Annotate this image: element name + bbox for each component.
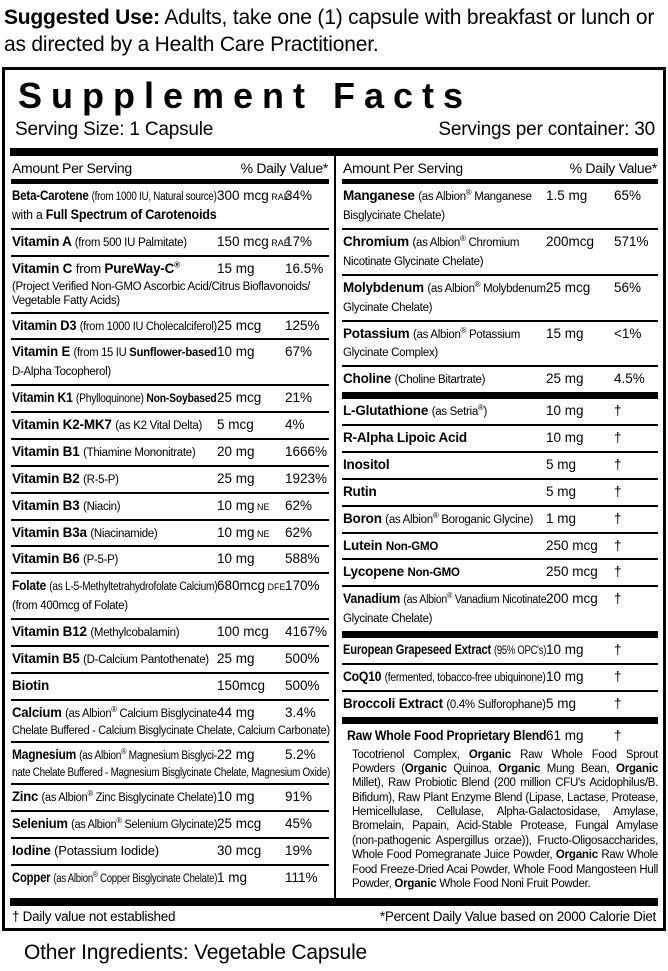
nutrient-row <box>342 478 658 505</box>
nutrient-amount: 44 mg <box>217 704 255 720</box>
nutrient-amount: 1.5 mg <box>546 188 588 204</box>
nutrient-daily-value: † <box>614 668 622 684</box>
nutrient-amount: 10 mg <box>546 642 584 658</box>
nutrient-daily-value: 500% <box>285 677 320 693</box>
nutrient-name: Iodine (Potassium Iodide) <box>12 842 159 858</box>
nutrient-amount: 15 mg <box>217 260 255 276</box>
nutrient-amount: 25 mg <box>217 470 255 486</box>
nutrient-row <box>11 618 329 645</box>
nutrient-daily-value: 4% <box>285 417 305 433</box>
nutrient-amount: 680mcg DFE <box>217 578 286 594</box>
servings-per-container: Servings per container: 30 <box>438 119 655 141</box>
nutrient-row <box>11 545 329 572</box>
nutrient-amount: 1 mg <box>546 510 577 526</box>
nutrient-name: Vitamin K2-MK7 (as K2 Vital Delta) <box>12 417 203 433</box>
nutrient-name: Boron (as Albion® Boroganic Glycine) <box>343 510 534 526</box>
nutrient-name: Vanadium (as Albion® Vanadium Nicotinate Glycinate Chelate) <box>343 591 547 626</box>
nutrient-row <box>342 451 658 478</box>
nutrient-row <box>342 228 658 274</box>
nutrient-amount: 10 mg <box>217 789 255 805</box>
section-divider-bar <box>342 631 658 638</box>
nutrient-row <box>342 558 658 585</box>
nutrient-amount: 25 mcg <box>217 317 262 333</box>
nutrient-amount: 20 mg <box>217 443 255 459</box>
nutrient-daily-value: 62% <box>285 497 313 513</box>
panel-title: Supplement Facts <box>18 75 473 117</box>
nutrient-daily-value: † <box>614 403 622 419</box>
nutrient-amount: 250 mcg <box>546 537 598 553</box>
nutrient-name: Vitamin A (from 500 IU Palmitate) <box>12 234 187 250</box>
nutrient-row <box>342 424 658 451</box>
nutrient-row <box>342 638 658 663</box>
nutrient-row <box>11 741 329 783</box>
nutrient-name: Rutin <box>343 483 377 499</box>
nutrient-row <box>342 532 658 559</box>
nutrient-row <box>11 572 329 618</box>
nutrient-daily-value: 588% <box>285 551 320 567</box>
nutrient-daily-value: 1666% <box>285 443 328 459</box>
nutrient-row <box>11 645 329 672</box>
nutrient-amount: 200mcg <box>546 234 595 250</box>
nutrient-amount: 22 mg <box>217 746 255 762</box>
nutrient-amount: 1 mg <box>217 869 248 885</box>
nutrient-name: Copper (as Albion® Copper Bisglycinate Chelate) <box>12 869 218 885</box>
nutrient-name: Magnesium (as Albion® Magnesium Bisglyci- <box>12 746 217 762</box>
nutrient-name: Vitamin B1 (Thiamine Mononitrate) <box>12 443 196 459</box>
nutrient-daily-value: 56% <box>614 279 642 295</box>
nutrient-name: Chromium (as Albion® Chromium Nicotinate Glycinate Chelate) <box>343 234 520 268</box>
nutrient-name: Vitamin B3 (Niacin) <box>12 497 121 513</box>
nutrient-daily-value: 3.4% <box>285 704 316 720</box>
nutrient-daily-value: 19% <box>285 842 313 858</box>
nutrient-row <box>11 837 329 864</box>
nutrient-name: L-Glutathione (as Setria®) <box>343 403 488 419</box>
nutrient-amount: 5 mg <box>546 483 577 499</box>
nutrient-row <box>11 519 329 546</box>
nutrient-row <box>342 663 658 690</box>
nutrient-row <box>342 690 658 717</box>
nutrient-daily-value: 16.5% <box>285 260 324 276</box>
nutrient-row <box>11 312 329 339</box>
nutrient-row <box>11 492 329 519</box>
nutrient-amount: 150 mcg RAE <box>217 234 290 250</box>
amount-per-serving-header: Amount Per Serving <box>12 160 132 177</box>
nutrient-name: Vitamin E (from 15 IU Sunflower-based D-Alpha Tocopherol) <box>12 344 217 379</box>
nutrient-amount: 61 mg <box>546 727 584 743</box>
nutrient-description: Tocotrienol Complex, Organic Raw Whole Food Sprout Powders (Organic Quinoa, Organic Mung Bean, Organic Millet), Raw Probiotic Blend (200 million CFU's Acidophilus/B. Bifidum), Raw Plant Enzyme Blend (Lipase, Lactase, Protease, Hemicellulase, Cellulase, Alpha-Galactosidase, Amylase, Bromelain, Papain, Acid-Stable Protease, Fungal Amylase (non-pathogenic Aspergillus orzae)), Fructo-Oligosaccharides, Whole Food Pomegranate Juice Powder, Organic Raw Whole Food Freeze-Dried Acai Powder, Whole Food Mangosteen Hull Powder, Organic Whole Food Noni Fruit Powder. <box>352 748 659 890</box>
nutrient-daily-value: 5.2% <box>285 746 316 762</box>
nutrient-row <box>11 338 329 384</box>
amount-per-serving-header: Amount Per Serving <box>343 160 463 177</box>
nutrient-name: Calcium (as Albion® Calcium Bisglycinate <box>12 704 217 720</box>
nutrient-name: Vitamin B6 (P-5-P) <box>12 551 119 567</box>
nutrient-row <box>342 399 658 424</box>
other-ingredients: Other Ingredients: Vegetable Capsule <box>24 941 368 965</box>
nutrient-name: Vitamin B2 (R-5-P) <box>12 470 119 486</box>
nutrient-name: Vitamin D3 (from 1000 IU Cholecalciferol) <box>12 317 217 333</box>
nutrient-name: European Grapeseed Extract (95% OPC's) <box>343 642 547 658</box>
nutrient-table-left <box>5 156 334 898</box>
nutrient-amount: 25 mg <box>217 650 255 666</box>
nutrient-daily-value: 500% <box>285 650 320 666</box>
nutrient-row <box>11 184 329 228</box>
nutrient-daily-value: 91% <box>285 789 313 805</box>
nutrient-daily-value: 4.5% <box>614 371 645 387</box>
nutrient-name: Broccoli Extract (0.4% Sulforophane) <box>343 695 546 711</box>
nutrient-amount: 25 mcg <box>546 279 591 295</box>
nutrient-row <box>342 505 658 532</box>
footnote-dagger: † Daily value not established <box>12 909 176 925</box>
nutrient-name: Folate (as L-5-Methyltetrahydrofolate Calcium) (from 400mcg of Folate) <box>12 578 218 613</box>
nutrient-row <box>342 585 658 631</box>
nutrient-columns <box>5 156 663 898</box>
nutrient-amount: 10 mg <box>546 430 584 446</box>
section-divider-bar <box>342 392 658 399</box>
nutrient-row <box>342 184 658 228</box>
nutrient-amount: 5 mcg <box>217 417 254 433</box>
section-divider-bar <box>342 717 658 724</box>
nutrient-row <box>11 864 329 891</box>
nutrient-amount: 200 mcg <box>546 591 598 607</box>
nutrient-amount: 10 mg <box>217 344 255 360</box>
nutrient-amount: 10 mg NE <box>217 524 270 540</box>
nutrient-table-right <box>334 156 663 898</box>
nutrient-name: Zinc (as Albion® Zinc Bisglycinate Chelate) <box>12 789 217 805</box>
footnote-percent: *Percent Daily Value based on 2000 Calorie Diet <box>379 909 656 925</box>
nutrient-daily-value: 170% <box>285 578 320 594</box>
nutrient-amount: 15 mg <box>546 325 584 341</box>
nutrient-name: Inositol <box>343 456 390 472</box>
nutrient-row <box>342 724 658 895</box>
header-divider-bar <box>10 148 658 156</box>
nutrient-row <box>11 255 329 312</box>
nutrient-row <box>11 438 329 465</box>
nutrient-daily-value: † <box>614 695 622 711</box>
daily-value-header: % Daily Value* <box>240 160 328 177</box>
nutrient-row <box>11 699 329 741</box>
nutrient-daily-value: 1923% <box>285 470 328 486</box>
suggested-use-label: Suggested Use: <box>4 6 160 29</box>
nutrient-amount: 10 mg <box>546 403 584 419</box>
nutrient-daily-value: † <box>614 483 622 499</box>
nutrient-amount: 250 mcg <box>546 564 598 580</box>
nutrient-name: Molybdenum (as Albion® Molybdenum Glycinate Chelate) <box>343 279 546 314</box>
nutrient-row <box>342 365 658 392</box>
nutrient-name: CoQ10 (fermented, tobacco-free ubiquinone) <box>343 668 546 684</box>
nutrient-amount: 100 mcg <box>217 624 269 640</box>
nutrient-daily-value: 125% <box>285 317 320 333</box>
nutrient-row <box>11 810 329 837</box>
nutrient-daily-value: † <box>614 430 622 446</box>
nutrient-daily-value: 21% <box>285 390 313 406</box>
nutrient-daily-value: † <box>614 727 622 743</box>
nutrient-name: Biotin <box>12 677 50 693</box>
nutrient-daily-value: 34% <box>285 188 313 204</box>
nutrient-amount: 10 mg <box>546 668 584 684</box>
nutrient-row <box>11 411 329 438</box>
nutrient-name: Choline (Choline Bitartrate) <box>343 371 486 387</box>
suggested-use <box>4 5 664 58</box>
nutrient-daily-value: † <box>614 510 622 526</box>
nutrient-daily-value: † <box>614 591 622 607</box>
nutrient-row <box>342 274 658 320</box>
nutrient-name: Lycopene Non-GMO <box>343 564 460 580</box>
nutrient-name: Beta-Carotene (from 1000 IU, Natural source) with a Full Spectrum of Carotenoids <box>12 188 217 223</box>
nutrient-name: Vitamin C from PureWay-C® <box>12 260 180 276</box>
nutrient-daily-value: † <box>614 564 622 580</box>
nutrient-daily-value: † <box>614 642 622 658</box>
nutrient-name: Raw Whole Food Proprietary Blend <box>347 727 547 743</box>
nutrient-amount: 5 mg <box>546 456 577 472</box>
suggested-use-text: Adults, take one (1) capsule with breakfast or lunch or as directed by a Health Care Practitioner. <box>4 6 655 56</box>
nutrient-amount: 10 mg NE <box>217 497 270 513</box>
nutrient-daily-value: 45% <box>285 816 313 832</box>
nutrient-daily-value: <1% <box>614 325 642 341</box>
nutrient-daily-value: 4167% <box>285 624 328 640</box>
nutrient-amount: 25 mg <box>546 371 584 387</box>
nutrient-name: Vitamin K1 (Phylloquinone) Non-Soybased <box>12 390 217 406</box>
nutrient-daily-value: † <box>614 537 622 553</box>
nutrient-name: R-Alpha Lipoic Acid <box>343 430 467 446</box>
column-header-right <box>342 156 658 179</box>
nutrient-daily-value: 17% <box>285 234 313 250</box>
nutrient-name: Vitamin B3a (Niacinamide) <box>12 524 158 540</box>
nutrient-name: Lutein Non-GMO <box>343 537 439 553</box>
serving-row <box>5 118 663 148</box>
nutrient-name: Selenium (as Albion® Selenium Glycinate) <box>12 816 218 832</box>
daily-value-header: % Daily Value* <box>569 160 657 177</box>
nutrient-daily-value: 65% <box>614 188 642 204</box>
nutrient-name: Vitamin B12 (Methylcobalamin) <box>12 624 180 640</box>
nutrient-amount: 30 mcg <box>217 842 262 858</box>
nutrient-daily-value: † <box>614 456 622 472</box>
nutrient-daily-value: 571% <box>614 234 649 250</box>
nutrient-description: nate Chelate Buffered - Magnesium Bisglycinate Chelate, Magnesium Oxide) <box>12 766 331 779</box>
nutrient-row <box>342 320 658 366</box>
nutrient-name: Vitamin B5 (D-Calcium Pantothenate) <box>12 650 209 666</box>
nutrient-amount: 10 mg <box>217 551 255 567</box>
nutrient-row <box>11 384 329 411</box>
footnote-row <box>5 906 663 928</box>
nutrient-amount: 5 mg <box>546 695 577 711</box>
nutrient-row <box>11 672 329 699</box>
nutrient-amount: 25 mcg <box>217 390 262 406</box>
nutrient-name: Potassium (as Albion® Potassium Glycinate Complex) <box>343 325 521 360</box>
nutrient-name: Manganese (as Albion® Manganese Bisglycinate Chelate) <box>343 188 532 223</box>
nutrient-description: (Project Verified Non-GMO Ascorbic Acid/Citrus Bioflavonoids/ Vegetable Fatty Acids) <box>12 280 311 308</box>
nutrient-row <box>11 465 329 492</box>
serving-size: Serving Size: 1 Capsule <box>15 119 214 141</box>
nutrient-amount: 25 mcg <box>217 816 262 832</box>
nutrient-daily-value: 62% <box>285 524 313 540</box>
nutrient-daily-value: 67% <box>285 344 313 360</box>
supplement-facts-panel <box>2 67 666 931</box>
column-header-left <box>11 156 329 179</box>
nutrient-daily-value: 111% <box>285 869 318 885</box>
nutrient-amount: 300 mcg RAE <box>217 188 290 204</box>
footer-divider-bar <box>10 898 658 906</box>
nutrient-description: Chelate Buffered - Calcium Bisglycinate Chelate, Calcium Carbonate) <box>12 724 330 737</box>
nutrient-amount: 150mcg <box>217 677 266 693</box>
nutrient-row <box>11 783 329 810</box>
nutrient-row <box>11 228 329 255</box>
